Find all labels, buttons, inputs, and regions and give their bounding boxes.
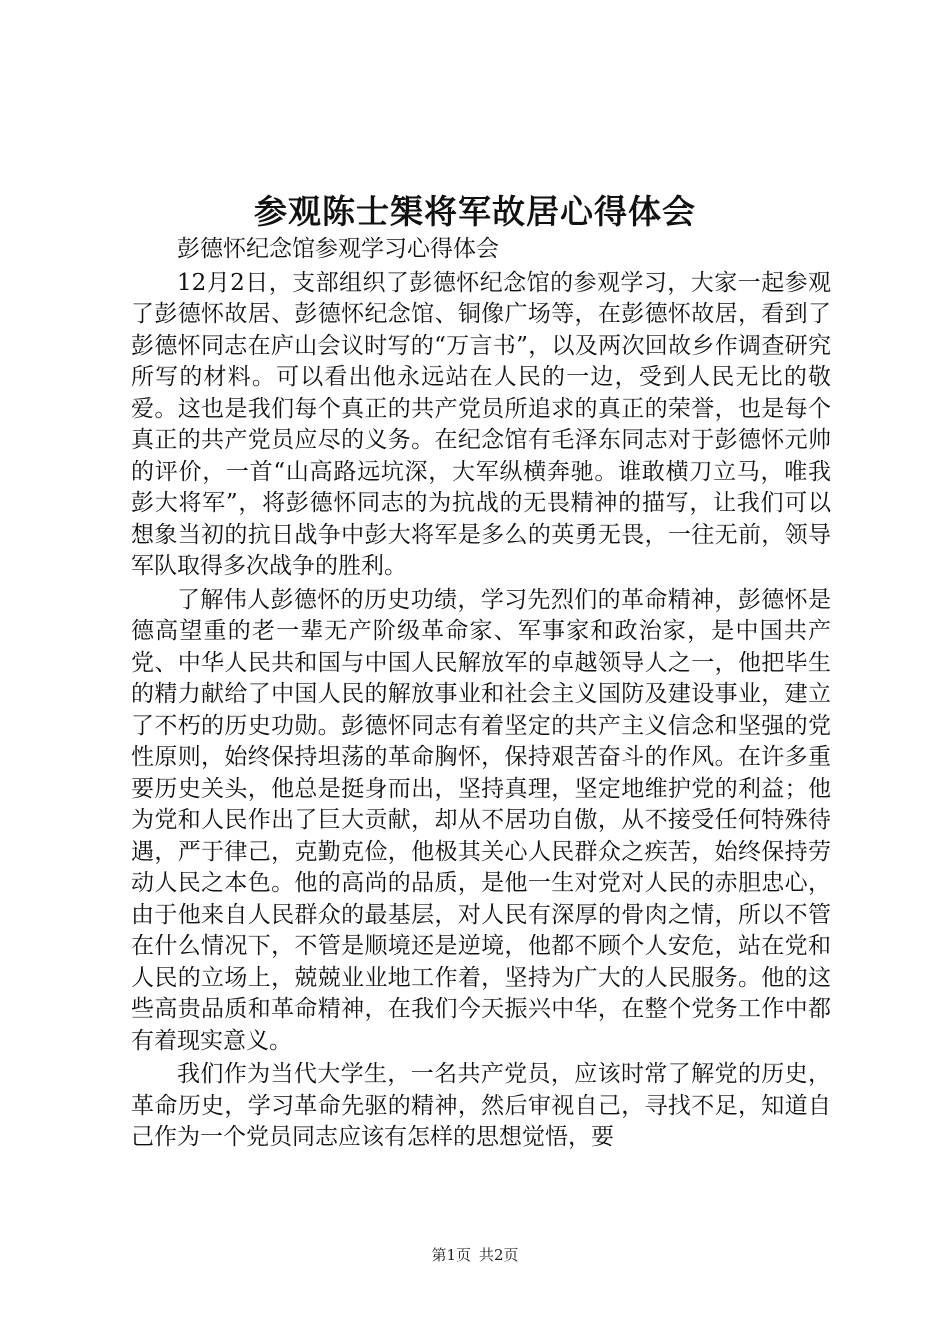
body-paragraph-3: 我们作为当代大学生，一名共产党员，应该时常了解党的历史，革命历史，学习革命先驱的精神，然后审视自己，寻找不足，知道自己作为一个党员同志应该有怎样的思想觉悟，要	[131, 1061, 831, 1150]
page-number: 第1页	[431, 1246, 471, 1264]
body-paragraph-2: 了解伟人彭德怀的历史功绩，学习先烈们的革命精神，彭德怀是德高望重的老一辈无产阶级革命家、军事家和政治家，是中国共产党、中华人民共和国与中国人民解放军的卓越领导人之一，他把毕生的精力献给了中国人民的解放事业和社会主义国防及建设事业，建立了不朽的历史功勋。彭德怀同志有着坚定的共产主义信念和坚强的党性原则，始终保持坦荡的革命胸怀，保持艰苦奋斗的作风。在许多重要历史关头，他总是挺身而出，坚持真理，坚定地维护党的利益；他为党和人民作出了巨大贡献，却从不居功自傲，从不接受任何特殊待遇，严于律己，克勤克俭，他极其关心人民群众之疾苦，始终保持劳动人民之本色。他的高尚的品质，是他一生对党对人民的赤胆忠心，由于他来自人民群众的最基层，对人民有深厚的骨肉之情，所以不管在什么情况下，不管是顺境还是逆境，他都不顾个人安危，站在党和人民的立场上，兢兢业业地工作着，坚持为广大的人民服务。他的这些高贵品质和革命精神，在我们今天振兴中华，在整个党务工作中都有着现实意义。	[131, 586, 831, 1054]
document-body	[131, 234, 831, 1154]
body-paragraph-1: 12月2日，支部组织了彭德怀纪念馆的参观学习，大家一起参观了彭德怀故居、彭德怀纪念馆、铜像广场等，在彭德怀故居，看到了彭德怀同志在庐山会议时写的“万言书”，以及两次回故乡作调查研究所写的材料。可以看出他永远站在人民的一边，受到人民无比的敬爱。这也是我们每个真正的共产党员所追求的真正的荣誉，也是每个真正的共产党员应尽的义务。在纪念馆有毛泽东同志对于彭德怀元帅的评价，一首“山高路远坑深，大军纵横奔驰。谁敢横刀立马，唯我彭大将军”，将彭德怀同志的为抗战的无畏精神的描写，让我们可以想象当初的抗日战争中彭大将军是多么的英勇无畏，一往无前，领导军队取得多次战争的胜利。	[131, 269, 831, 579]
page-footer	[0, 1244, 950, 1265]
document-subtitle: 彭德怀纪念馆参观学习心得体会	[177, 236, 499, 262]
document-title: 参观陈士榘将军故居心得体会	[254, 192, 696, 231]
page-total: 共2页	[479, 1246, 519, 1264]
